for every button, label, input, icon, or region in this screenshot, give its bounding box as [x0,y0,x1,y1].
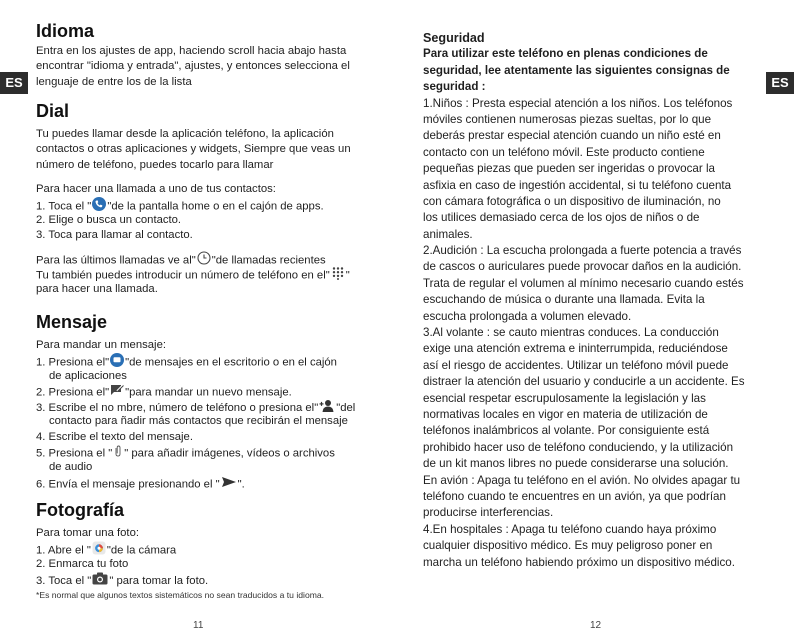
dialpad-icon [331,266,345,285]
seguridad-body-line: distraer la atención del usuario y conducirle a un accidente. Es [423,375,745,389]
dial-dialpad-line-end: para hacer una llamada. [36,282,158,295]
fotografia-step-3: 3. Toca el " " para tomar la foto. [36,572,208,587]
seguridad-body-line: animales. [423,227,473,241]
mensaje-step-6: 6. Envía el mensaje presionando el " ". [36,476,355,491]
seguridad-body-line: Trata de regular el volumen al mínimo necesario cuando estés [423,276,744,290]
dial-intro [36,127,351,173]
mensaje-step-5: 5. Presiona el " " para añadir imágenes, vídeos o archivos [36,445,355,460]
seguridad-intro-line: Para utilizar este teléfono en plenas condiciones de [423,47,708,61]
dial-title: Dial [36,101,70,121]
camera-shutter-icon [92,572,108,590]
language-tab-es: ES [0,72,28,94]
dial-intro-line: Tu puedes llamar desde la aplicación teléfono, la aplicación [36,128,334,140]
mensaje-step-1: 1. Presiona el" "de mensajes en el escritorio o en el cajón [36,353,355,368]
seguridad-body-line: 1.Niños : Presta especial atención a los niños. Los teléfonos [423,96,733,110]
seguridad-body-line: producirse interferencias. [423,506,554,520]
idioma-line: lenguaje de entre los de la lista [36,75,192,88]
fotografia-steps [36,526,208,587]
seguridad-body-line: 2.Audición : La escucha prolongada a fuerte potencia a través [423,244,742,258]
dial-step-1: 1. Toca el " "de la pantalla home o en el cajón de apps. [36,197,324,212]
mensaje-step-1-cont: de aplicaciones [49,369,127,382]
dial-dialpad-line: Tu también puedes introducir un número de teléfono en el" " [36,266,350,281]
fotografia-step-2: 2. Enmarca tu foto [36,557,129,570]
dial-recent-line: Para las últimos llamadas ve al" "de llamadas recientes [36,251,350,266]
dial-intro-line: número de teléfono, puedes tocarlo para llamar [36,158,274,171]
dial-extra [36,251,350,297]
fotografia-title: Fotografía [36,500,124,520]
language-tab-es: ES [766,72,794,94]
attachment-icon [113,445,123,462]
seguridad-body-line: exige una atención extrema e ininterrumpida, reduciéndose [423,342,728,356]
page-number-right: 12 [590,620,602,631]
page-number-left: 11 [193,620,204,631]
seguridad-body-line: con cámara fotográfica o un dispositivo de iluminación, no [423,194,721,208]
fotografia-header: Para tomar una foto: [36,527,139,539]
translation-note: *Es normal que algunos textos sistemáticos no sean traducidos a tu idioma. [36,590,325,600]
idioma-text [36,44,350,90]
seguridad-body-line: de un kit manos libres no puede considerarse una solución. [423,457,729,471]
seguridad-body [423,96,745,569]
seguridad-section [423,30,745,569]
seguridad-body-line: cualquier dispositivo médico. Es muy peligroso poner en [423,539,713,553]
mensaje-step-4: 4. Escribe el texto del mensaje. [36,430,193,443]
mensaje-step-2: 2. Presiona el" "para mandar un nuevo mensaje. [36,384,355,399]
seguridad-body-line: En avión : Apaga tu teléfono en el avión. No olvides apagar tu [423,473,741,487]
idioma-line: Entra en los ajustes de app, haciendo scroll hacia abajo hasta [36,45,347,57]
seguridad-body-line: 4.En hospitales : Apaga tu teléfono cuando haya próximo [423,522,717,536]
seguridad-body-line: prohibido hacer uso de teléfono conduciendo, y la utilización [423,440,734,454]
dial-step-3: 3. Toca para llamar al contacto. [36,228,193,241]
seguridad-body-line: los utilices demasiado cerca de los ojos de niños o de [423,211,700,225]
dial-step-2: 2. Elige o busca un contacto. [36,213,182,226]
mensaje-step-5-cont: de audio [49,461,93,474]
seguridad-body-line: de cascos o auriculares puede provocar daños en la audición. [423,260,742,274]
seguridad-body-line: así el riesgo de accidentes. Utilizar un teléfono móvil puede [423,358,729,372]
seguridad-body-line: pequeñas piezas que pueden ser ingeridas o provocar la [423,162,715,176]
mensaje-steps [36,338,355,491]
send-icon [221,476,237,493]
seguridad-intro-line: seguridad, lee atentamente las siguientes consignas de [423,63,730,77]
seguridad-body-line: escucha prolongada a volumen elevado. [423,309,632,323]
fotografia-step-1: 1. Abre el " "de la cámara [36,541,208,556]
mensaje-step-3-cont: contacto para ñadir más contactos que recibirán el mensaje [49,415,348,428]
dial-steps-header: Para hacer una llamada a uno de tus contactos: [36,183,276,195]
mensaje-title: Mensaje [36,312,108,332]
mensaje-step-3: 3. Escribe el no mbre, número de teléfono o presiona el" "del [36,399,355,414]
seguridad-body-line: asfixia en caso de ingestión accidental, si tu teléfono cuenta [423,178,732,192]
seguridad-body-line: escuchando de música o durante una llamada. Evita la [423,293,705,307]
seguridad-title: Seguridad [423,31,485,45]
seguridad-body-line: contacto con un teléfono móvil. Este producto contiene [423,145,705,159]
dial-steps [36,182,324,243]
seguridad-body-line: normativas locales en vigor en materia de utilización de [423,407,708,421]
seguridad-body-line: marcha un teléfono habiendo próximo un dispositivo médico. [423,555,735,569]
seguridad-body-line: 3.Al volante : se cauto mientras conduces. La conducción [423,326,719,340]
mensaje-header: Para mandar un mensaje: [36,339,166,351]
dial-intro-line: contactos o otras aplicaciones y widgets, Siempre que veas un [36,143,351,156]
idioma-title: Idioma [36,21,95,41]
seguridad-body-line: teléfono cuando te encuentres en un avión, ya que podrían [423,489,726,503]
seguridad-intro-line: seguridad : [423,80,486,94]
seguridad-body-line: teléfonos inalámbricos al volante. Por consiguiente está [423,424,710,438]
right-page [397,0,794,641]
seguridad-body-line: móviles contienen numerosas piezas sueltas, por lo que [423,112,712,126]
seguridad-body-line: esencial respetar escrupulosamente la legislación y las [423,391,706,405]
seguridad-body-line: deberás prestar especial atención cuando un niño esté en [423,129,721,143]
idioma-line: encontrar "idioma y entrada", ajustes, y entonces selecciona el [36,60,350,73]
